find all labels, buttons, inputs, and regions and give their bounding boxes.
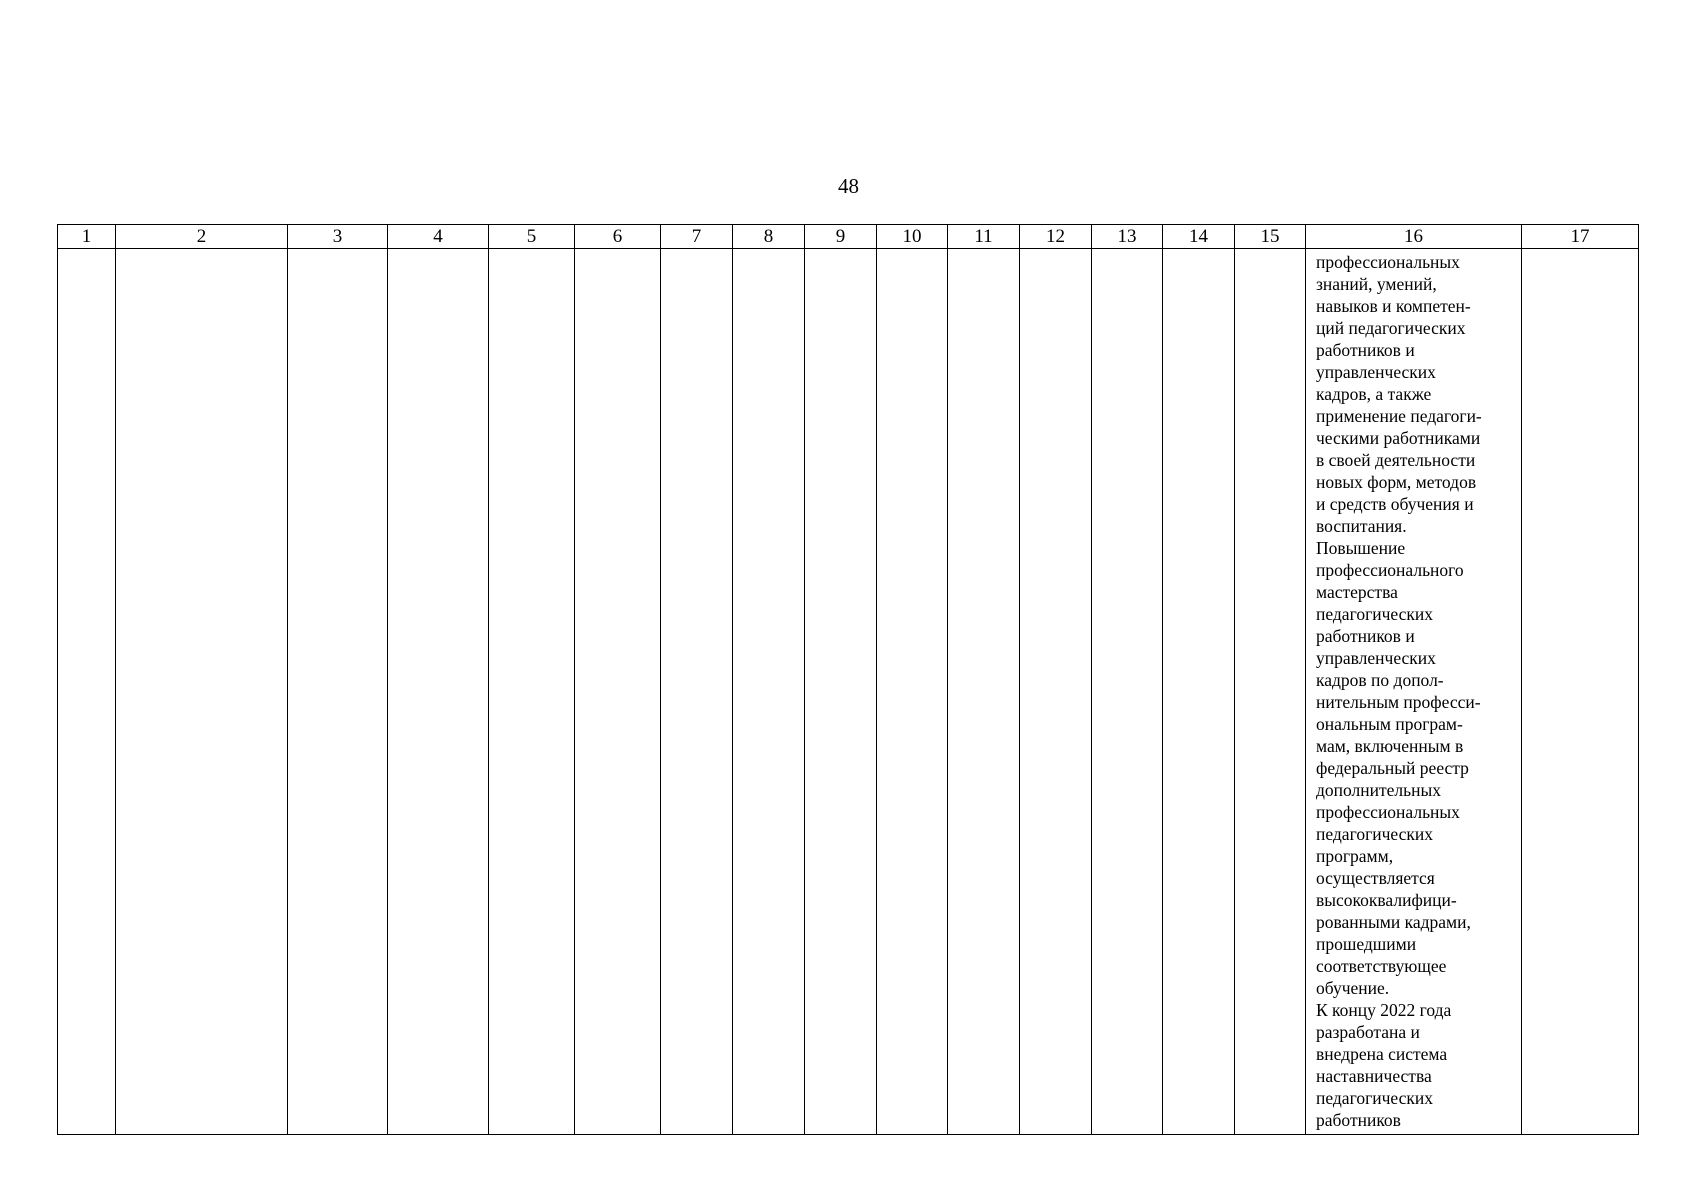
cell-text [1163, 249, 1234, 251]
cell-text [489, 249, 574, 251]
document-table [57, 224, 1639, 1135]
cell-text [1522, 249, 1638, 251]
column-number-header: 12 [1020, 225, 1092, 249]
table-cell [1235, 249, 1306, 1135]
cell-text [1235, 249, 1305, 251]
table-cell [288, 249, 388, 1135]
table-cell [575, 249, 661, 1135]
table-cell [733, 249, 805, 1135]
table-cell [805, 249, 877, 1135]
table-cell [1306, 249, 1522, 1135]
cell-text [948, 249, 1019, 251]
column-number-header: 6 [575, 225, 661, 249]
column-number-header: 15 [1235, 225, 1306, 249]
column-number-header: 17 [1522, 225, 1639, 249]
column-number-header: 9 [805, 225, 877, 249]
column-number-header: 1 [58, 225, 116, 249]
table-cell [877, 249, 948, 1135]
table-cell [58, 249, 116, 1135]
cell-text [805, 249, 876, 251]
cell-text [575, 249, 660, 251]
cell-text [661, 249, 732, 251]
page-number: 48 [838, 174, 859, 198]
table-cell [1092, 249, 1163, 1135]
column-number-header: 10 [877, 225, 948, 249]
column-number-header: 7 [661, 225, 733, 249]
table-cell [1163, 249, 1235, 1135]
table-cell [489, 249, 575, 1135]
column-number-header: 5 [489, 225, 575, 249]
column-number-header: 14 [1163, 225, 1235, 249]
cell-text [733, 249, 804, 251]
table-cell [388, 249, 489, 1135]
column-number-header: 4 [388, 225, 489, 249]
header-row [58, 225, 1639, 249]
column-number-header: 13 [1092, 225, 1163, 249]
table-cell [661, 249, 733, 1135]
table-body [58, 249, 1639, 1135]
cell-text [1020, 249, 1091, 251]
column-number-header: 8 [733, 225, 805, 249]
column-number-header: 11 [948, 225, 1020, 249]
column-number-header: 16 [1306, 225, 1522, 249]
table-cell [1522, 249, 1639, 1135]
table-cell [1020, 249, 1092, 1135]
table-cell [116, 249, 288, 1135]
cell-text: профессиональных знаний, умений, навыков и компетен- ций педагогических работников и управленческих кадров, а также применение педагоги- ческими работниками в своей деятельности новых форм, методов и средств обучения и воспитания. Повышение профессионального мастерства педагогических работников и управленческих кадров по допол- нительным професси- ональным програм- мам, включенным в федеральный реестр дополнительных профессиональных педагогических программ, осуществляется высококвалифици- рованными кадрами, прошедшими соответствующее обучение. К концу 2022 года разработана и внедрена система наставничества педагогических работников [1316, 252, 1482, 1130]
column-number-header: 3 [288, 225, 388, 249]
table-cell [948, 249, 1020, 1135]
column-number-header: 2 [116, 225, 288, 249]
table-row [58, 249, 1639, 1135]
cell-text [1092, 249, 1162, 251]
cell-text [58, 249, 115, 251]
table-header [58, 225, 1639, 249]
cell-text [877, 249, 947, 251]
cell-text [116, 249, 287, 251]
cell-text [288, 249, 387, 251]
cell-text [388, 249, 488, 251]
